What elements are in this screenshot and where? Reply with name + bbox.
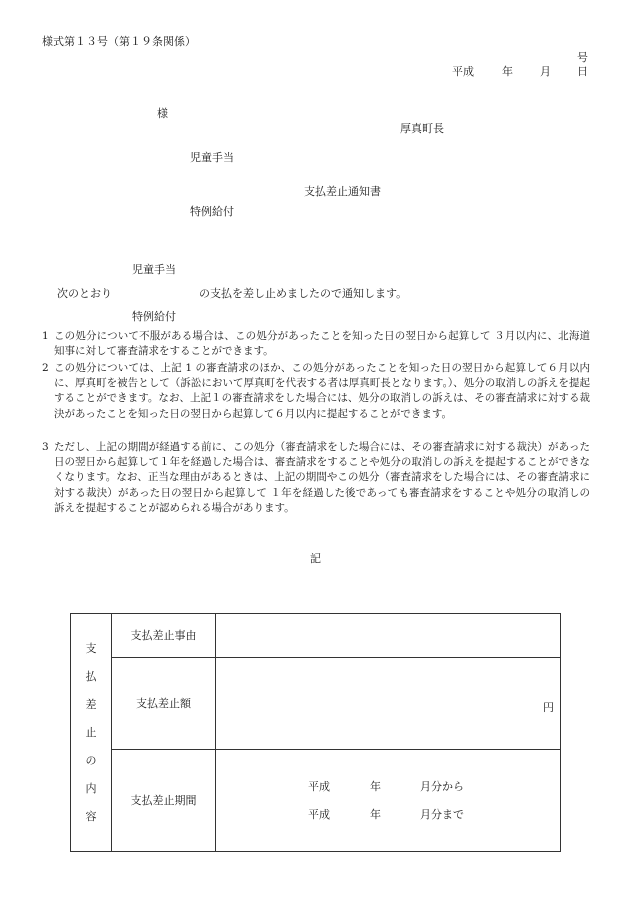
reason-value[interactable] [216, 614, 561, 658]
header-char: 払 [85, 669, 97, 683]
issue-date-day: 日 [577, 65, 588, 78]
note-1 [42, 329, 590, 359]
period-to-year: 年 [370, 808, 381, 821]
table-vertical-header [71, 614, 112, 852]
sender-name: 厚真町長 [400, 122, 444, 135]
period-label: 支払差止期間 [112, 750, 216, 852]
period-from-month: 月分から [420, 780, 464, 793]
header-char: 止 [85, 725, 97, 739]
issue-date-month: 月 [540, 65, 551, 78]
reason-label: 支払差止事由 [112, 614, 216, 658]
period-to-month: 月分まで [420, 808, 464, 821]
note-3 [42, 440, 590, 516]
issue-date-year: 年 [502, 65, 513, 78]
note-number: 3 [42, 441, 49, 453]
note-number: 2 [42, 362, 49, 374]
document-title: 支払差止通知書 [304, 185, 381, 198]
amount-value[interactable] [216, 658, 561, 750]
note-2 [42, 361, 590, 422]
body-type-upper: 児童手当 [132, 263, 176, 276]
ki-heading: 記 [310, 552, 321, 565]
note-number: 1 [42, 330, 49, 342]
period-from-era: 平成 [308, 780, 330, 793]
issue-date-era: 平成 [452, 65, 474, 78]
title-type-upper: 児童手当 [190, 151, 234, 164]
header-char: の [85, 753, 97, 767]
note-text: この処分について不服がある場合は、この処分があったことを知った日の翌日から起算して ３月以内に、北海道知事に対して審査請求をすることができます。 [54, 330, 590, 358]
period-to-era: 平成 [308, 808, 330, 821]
header-char: 容 [85, 809, 97, 823]
header-char: 差 [85, 697, 97, 711]
issue-number-suffix: 号 [577, 51, 588, 64]
form-number: 様式第１３号（第１９条関係） [42, 35, 196, 48]
title-type-lower: 特例給付 [190, 205, 234, 218]
body-suffix: の支払を差し止めましたので通知します。 [199, 287, 408, 300]
note-text: この処分については、上記 1 の審査請求のほか、この処分があったことを知った日の翌日から起算して６月以内に、厚真町を被告として（訴訟において厚真町を代表する者は厚真町長となります。）、処分の取消しの訴えを提起することができます。なお、上記１の審査請求をした場合には、処分の取消しの訴えは、その審査請求に対する裁決があったことを知った日の翌日から起算して６月以内に提起することができます。 [54, 362, 590, 420]
header-char: 内 [85, 781, 97, 795]
amount-label: 支払差止額 [112, 658, 216, 750]
header-char: 支 [85, 641, 97, 655]
suspension-details-table [70, 613, 561, 852]
amount-unit: 円 [543, 701, 554, 714]
note-text: ただし、上記の期間が経過する前に、この処分（審査請求をした場合には、その審査請求に対する裁決）があった日の翌日から起算して１年を経過した場合は、審査請求をすることや処分の取消しの訴えを提起することができなくなります。なお、正当な理由があるときは、上記の期間やこの処分（審査請求をした場合には、その審査請求に対する裁決）があった日の翌日から起算して １年を経過した後であっても審査請求をすることや処分の取消しの訴えを提起することが認められる場合があります。 [54, 441, 590, 514]
body-type-lower: 特例給付 [132, 310, 176, 323]
period-from-year: 年 [370, 780, 381, 793]
period-value[interactable] [216, 750, 561, 852]
addressee-suffix: 様 [157, 107, 168, 120]
body-prefix: 次のとおり [57, 287, 112, 300]
